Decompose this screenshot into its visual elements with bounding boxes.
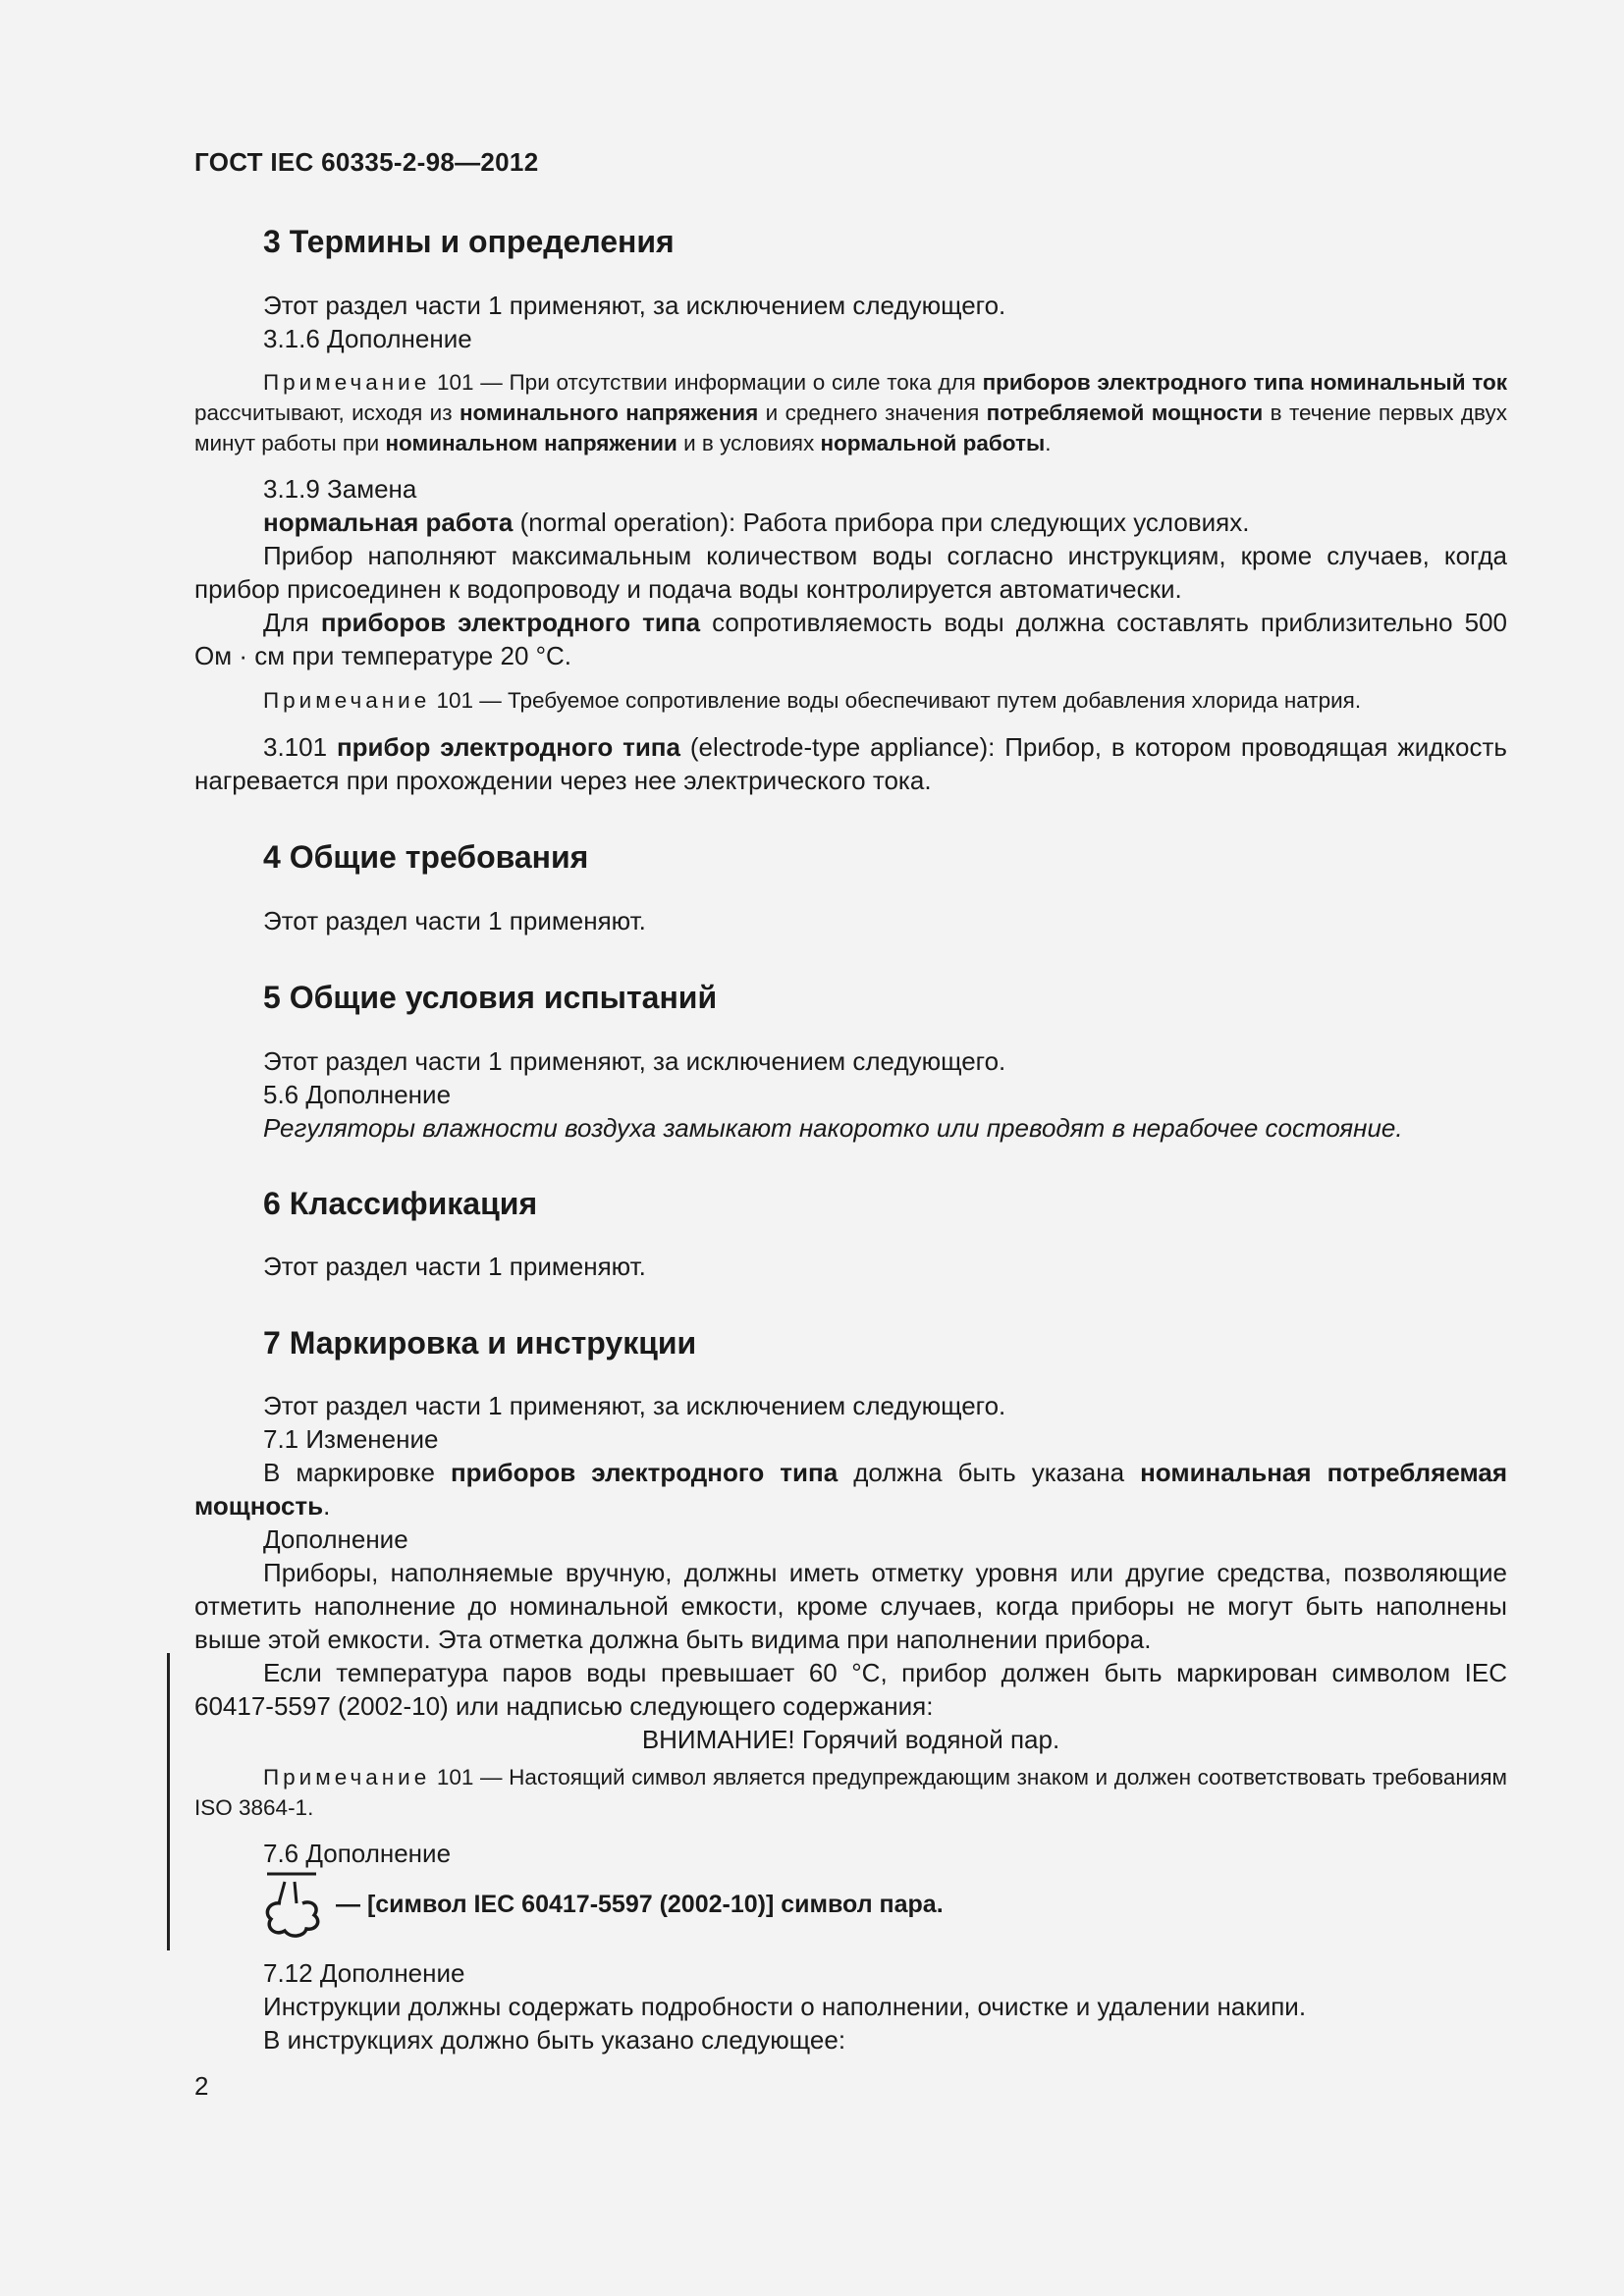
term-bold: прибор электродного типа: [336, 732, 680, 762]
paragraph: Дополнение: [263, 1524, 408, 1554]
term-bold: потребляемой мощности: [986, 400, 1264, 425]
definition-normal-operation: [194, 506, 1507, 539]
clause-7-6: [194, 1837, 1507, 1870]
note-text: — При отсутствии информации о силе тока для: [473, 370, 983, 395]
clause-number: 3.101: [263, 732, 337, 762]
clause-3-1-6: 3.1.6 Дополнение: [263, 324, 472, 353]
note-text: .: [1045, 431, 1052, 455]
section-4-title: 4 Общие требования: [263, 839, 589, 875]
paragraph: Приборы, наполняемые вручную, должны иметь отметку уровня или другие средства, позволяющие отметить наполнение до номинальной емкости, кроме случаев, когда приборы не могут быть наполнены выше этой емкости. Эта отметка должна быть видима при наполнении прибора.: [194, 1558, 1507, 1654]
note-3-1-6: [194, 367, 1507, 458]
note-text: и в условиях: [677, 431, 821, 455]
definition-text: (normal operation): Работа прибора при следующих условиях.: [513, 507, 1250, 537]
definition-text: (electrode-type appliance): Прибор, в котором проводящая жидкость нагревается при прохождении через нее электрического тока.: [194, 732, 1507, 795]
note-number: 101: [436, 688, 474, 713]
paragraph: В инструкциях должно быть указано следующее:: [263, 2025, 846, 2055]
steam-symbol-row: [261, 1870, 944, 1939]
term-bold: приборов электродного типа номинальный ток: [982, 370, 1507, 395]
note-label: Примечание: [263, 688, 431, 713]
clause-3-1-9: [194, 472, 1507, 672]
term-bold: номинального напряжения: [459, 400, 759, 425]
paragraph: Этот раздел части 1 применяют.: [263, 1252, 646, 1281]
text: сопротивляемость воды должна составлять приблизительно 500 Ом · см при температуре 20 °С.: [194, 608, 1507, 670]
paragraph: [194, 606, 1507, 672]
note-number: 101: [436, 1765, 474, 1789]
term-bold: нормальная работа: [263, 507, 514, 537]
note-3-1-9: [194, 685, 1507, 716]
clause-7-12: [194, 1956, 1507, 2056]
paragraph: Этот раздел части 1 применяют, за исключением следующего.: [263, 291, 1006, 320]
paragraph: Этот раздел части 1 применяют.: [263, 906, 646, 935]
document-header: ГОСТ IEC 60335-2-98—2012: [194, 147, 539, 177]
paragraph: Этот раздел части 1 применяют, за исключением следующего.: [263, 1046, 1006, 1076]
section-7-title: 7 Маркировка и инструкции: [263, 1325, 697, 1361]
clause-heading: 7.6 Дополнение: [263, 1839, 452, 1868]
section-3-body: [194, 289, 1507, 355]
text: В маркировке: [263, 1458, 451, 1487]
page-number: 2: [194, 2071, 209, 2101]
change-bar: [167, 1653, 170, 1950]
definition-3-101: [194, 730, 1507, 797]
term-bold: номинальном напряжении: [385, 431, 677, 455]
term-bold: приборов электродного типа: [320, 608, 701, 637]
paragraph-italic: Регуляторы влажности воздуха замыкают накоротко или преводят в нерабочее состояние.: [263, 1113, 1403, 1143]
section-3-title: 3 Термины и определения: [263, 224, 675, 259]
text: должна быть указана: [838, 1458, 1141, 1487]
steam-symbol-icon: [261, 1870, 332, 1939]
clause-5-6: 5.6 Дополнение: [263, 1080, 452, 1109]
note-text: рассчитывают, исходя из: [194, 400, 460, 425]
note-text: в течение первых двух минут работы при: [194, 400, 1508, 455]
note-number: 101: [436, 370, 474, 395]
section-7-body: [194, 1389, 1507, 1756]
paragraph: [194, 1456, 1507, 1522]
clause-heading: 7.12 Дополнение: [263, 1958, 465, 1988]
section-6-body: [194, 1250, 1507, 1283]
term-bold: нормальной работы: [820, 431, 1046, 455]
paragraph: Этот раздел части 1 применяют, за исключением следующего.: [263, 1391, 1006, 1420]
note-label: Примечание: [263, 370, 431, 395]
section-5-body: [194, 1044, 1507, 1145]
note-text: — Требуемое сопротивление воды обеспечивают путем добавления хлорида натрия.: [473, 688, 1362, 713]
section-4-body: [194, 904, 1507, 937]
paragraph: Если температура паров воды превышает 60 °С, прибор должен быть маркирован символом IEC 60417-5597 (2002-10) или надписью следующего содержания:: [194, 1658, 1507, 1721]
clause-heading: 3.1.9 Замена: [263, 474, 417, 504]
warning-text: ВНИМАНИЕ! Горячий водяной пар.: [641, 1725, 1060, 1754]
paragraph: Инструкции должны содержать подробности о наполнении, очистке и удалении накипи.: [263, 1992, 1307, 2021]
note-text: — Настоящий символ является предупреждающим знаком и должен соответствовать требованиям ISO 3864-1.: [194, 1765, 1507, 1820]
text: .: [323, 1491, 331, 1521]
note-text: и среднего значения: [758, 400, 987, 425]
term-bold: номинальная потребляемая мощность: [194, 1458, 1507, 1521]
note-7-1: [194, 1762, 1507, 1823]
clause-7-1: 7.1 Изменение: [263, 1424, 439, 1454]
section-6-title: 6 Классификация: [263, 1186, 538, 1221]
symbol-caption: — [символ IEC 60417-5597 (2002-10)] символ пара.: [336, 1890, 944, 1918]
paragraph: Прибор наполняют максимальным количеством воды согласно инструкциям, кроме случаев, когда прибор присоединен к водопроводу и подача воды контролируется автоматически.: [194, 541, 1507, 604]
text: Для: [263, 608, 321, 637]
note-label: Примечание: [263, 1765, 431, 1789]
section-5-title: 5 Общие условия испытаний: [263, 980, 718, 1015]
term-bold: приборов электродного типа: [450, 1458, 839, 1487]
